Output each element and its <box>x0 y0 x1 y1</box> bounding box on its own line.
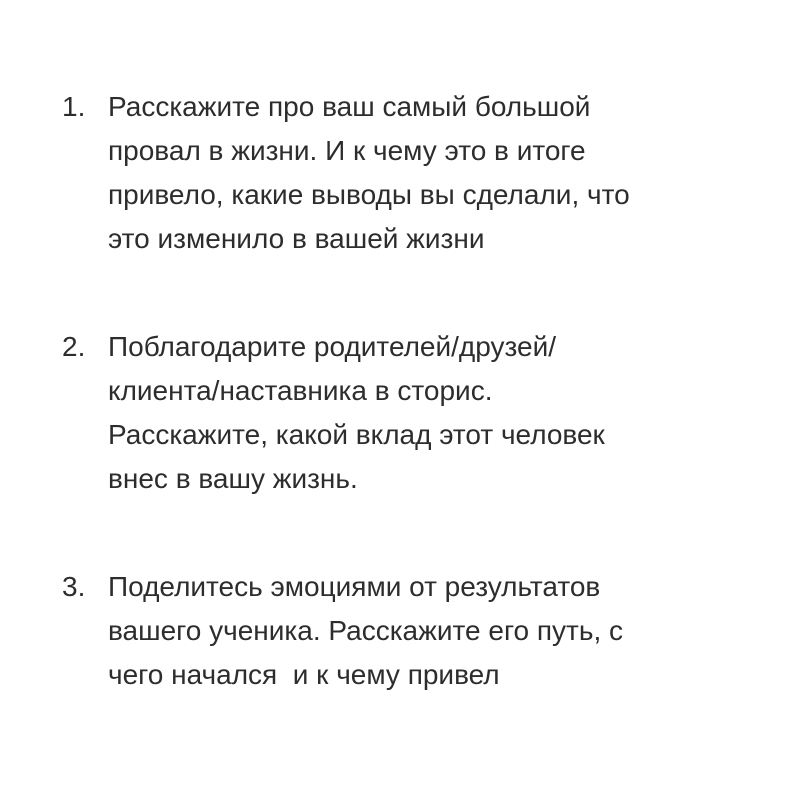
list-item <box>62 565 762 697</box>
item-text-line: Поделитесь эмоциями от результатов <box>108 571 601 602</box>
list-item <box>62 325 762 501</box>
item-text-line: провал в жизни. И к чему это в итоге <box>108 135 586 166</box>
item-number: 3. <box>62 571 86 602</box>
item-text-line: клиента/наставника в сторис. <box>108 375 493 406</box>
item-number: 1. <box>62 91 86 122</box>
numbered-list <box>62 85 762 697</box>
item-number: 2. <box>62 331 86 362</box>
item-text-line: вашего ученика. Расскажите его путь, с <box>108 615 624 646</box>
item-text <box>108 565 762 697</box>
item-text-line: чего начался и к чему привел <box>108 659 500 690</box>
item-text-line: привело, какие выводы вы сделали, что <box>108 179 630 210</box>
item-text-line: внес в вашу жизнь. <box>108 463 358 494</box>
item-text-line: Расскажите, какой вклад этот человек <box>108 419 605 450</box>
item-text-line: Поблагодарите родителей/друзей/ <box>108 331 557 362</box>
item-text-line: Расскажите про ваш самый большой <box>108 91 591 122</box>
list-item <box>62 85 762 261</box>
item-text <box>108 325 762 501</box>
item-text <box>108 85 762 261</box>
item-text-line: это изменило в вашей жизни <box>108 223 485 254</box>
